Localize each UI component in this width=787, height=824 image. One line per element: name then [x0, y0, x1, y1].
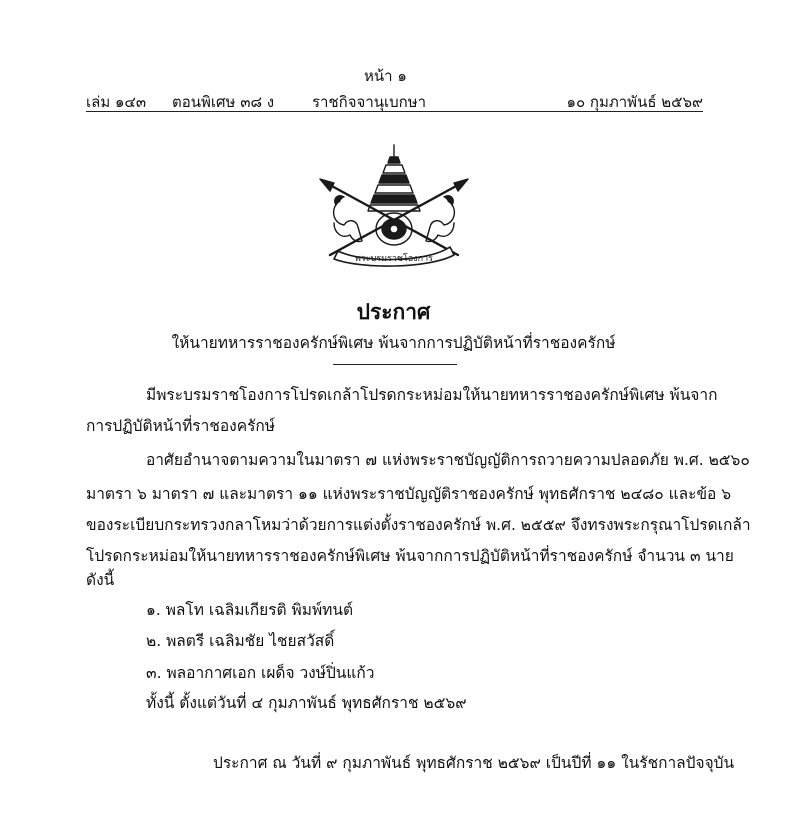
paragraph-line: อาศัยอำนาจตามความในมาตรา ๗ แห่งพระราชบัญญัติการถวายความปลอดภัย พ.ศ. ๒๕๖๐	[146, 451, 750, 469]
page-title: ประกาศ	[356, 300, 431, 324]
gazette-name: ราชกิจจานุเบกษา	[312, 93, 427, 111]
title-divider	[333, 364, 457, 365]
list-item: ๒. พลตรี เฉลิมชัย ไชยสวัสดิ์	[146, 632, 335, 650]
paragraph-line: ดังนี้	[86, 571, 115, 589]
paragraph-line: มาตรา ๖ มาตรา ๗ และมาตรา ๑๑ แห่งพระราชบัญญัติราชองครักษ์ พุทธศักราช ๒๔๘๐ และข้อ ๖	[86, 485, 732, 503]
royal-emblem-icon	[312, 143, 476, 269]
paragraph-line: โปรดกระหม่อมให้นายทหารราชองครักษ์พิเศษ พ้นจากการปฏิบัติหน้าที่ราชองครักษ์ จำนวน ๓ นาย	[86, 547, 734, 565]
list-item: ๑. พลโท เฉลิมเกียรติ พิมพ์ทนต์	[146, 601, 354, 619]
section-number: ตอนพิเศษ ๓๘ ง	[172, 93, 275, 111]
announcement-date: ประกาศ ณ วันที่ ๙ กุมภาพันธ์ พุทธศักราช ๒๕๖๙ เป็นปีที่ ๑๑ ในรัชกาลปัจจุบัน	[213, 754, 735, 772]
page-number: หน้า ๑	[364, 67, 407, 85]
effective-date: ทั้งนี้ ตั้งแต่วันที่ ๔ กุมภาพันธ์ พุทธศักราช ๒๕๖๙	[146, 694, 467, 712]
page-subtitle: ให้นายทหารราชองครักษ์พิเศษ พ้นจากการปฏิบัติหน้าที่ราชองครักษ์	[171, 334, 616, 352]
paragraph-line: ของระเบียบกระทรวงกลาโหมว่าด้วยการแต่งตั้งราชองครักษ์ พ.ศ. ๒๕๕๙ จึงทรงพระกรุณาโปรดเกล้า	[86, 516, 751, 534]
list-item: ๓. พลอากาศเอก เผด็จ วงษ์ปิ่นแก้ว	[146, 664, 375, 682]
paragraph-line: การปฏิบัติหน้าที่ราชองครักษ์	[86, 417, 276, 435]
emblem-ribbon-text: พระบรมราชโองการ	[354, 254, 434, 264]
paragraph-line: มีพระบรมราชโองการโปรดเกล้าโปรดกระหม่อมให้นายทหารราชองครักษ์พิเศษ พ้นจาก	[146, 386, 718, 404]
gazette-date: ๑๐ กุมภาพันธ์ ๒๕๖๙	[566, 93, 703, 111]
volume-number: เล่ม ๑๔๓	[86, 93, 147, 111]
header-divider	[86, 111, 703, 112]
